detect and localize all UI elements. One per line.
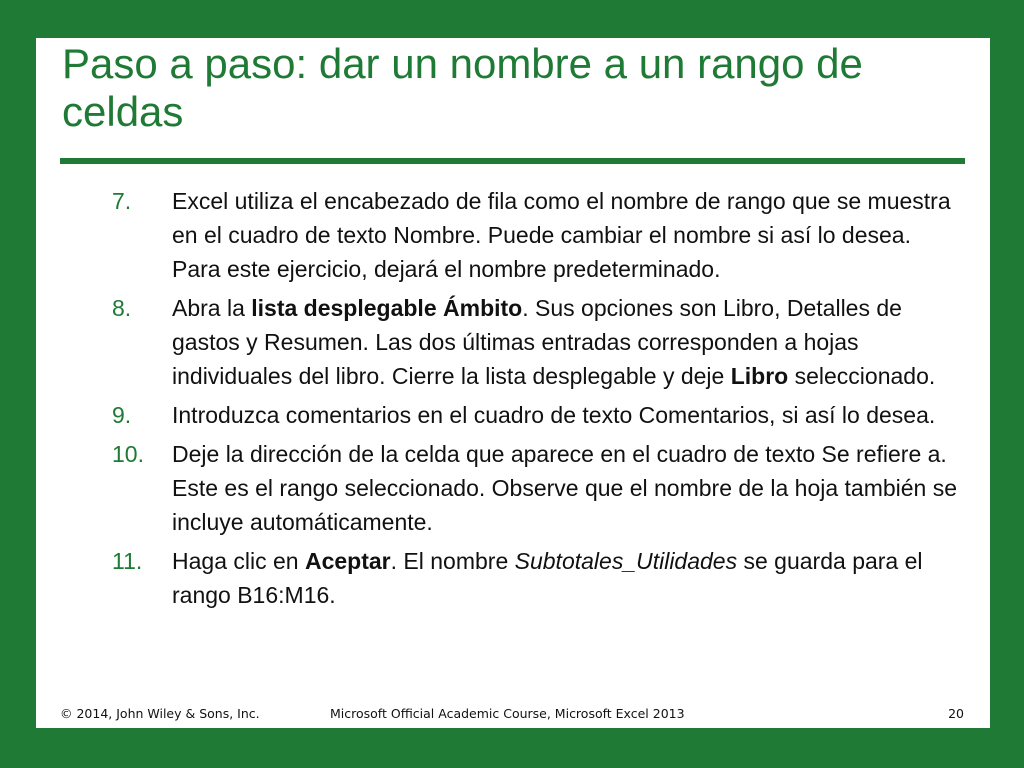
step-item bbox=[112, 291, 962, 393]
title-divider bbox=[60, 158, 965, 164]
step-text-run: Abra la bbox=[172, 295, 252, 321]
step-text bbox=[172, 548, 923, 608]
step-number: 9. bbox=[112, 402, 132, 428]
footer-course: Microsoft Official Academic Course, Microsoft Excel 2013 bbox=[330, 706, 685, 721]
step-text-run: seleccionado. bbox=[788, 363, 936, 389]
footer-copyright: © 2014, John Wiley & Sons, Inc. bbox=[60, 706, 260, 721]
step-text bbox=[172, 402, 935, 428]
step-text bbox=[172, 188, 951, 282]
step-number: 10. bbox=[112, 441, 144, 467]
step-text-run: . El nombre bbox=[390, 548, 515, 574]
slide-footer bbox=[36, 704, 990, 726]
step-text-run: Haga clic en bbox=[172, 548, 305, 574]
step-text-run: Deje la dirección de la celda que aparece en el cuadro de texto Se refiere a. Este es el rango seleccionado. Observe que el nombre de la hoja también se incluye automáticamente. bbox=[172, 441, 958, 535]
step-text-run: Excel utiliza el encabezado de fila como el nombre de rango que se muestra en el cuadro de texto Nombre. Puede cambiar el nombre si así lo desea. Para este ejercicio, dejará el nombre predeterminado. bbox=[172, 188, 951, 282]
step-text-bold: lista desplegable Ámbito bbox=[251, 295, 523, 321]
slide-title: Paso a paso: dar un nombre a un rango de celdas bbox=[62, 40, 863, 135]
step-text-bold: Libro bbox=[730, 363, 789, 389]
slide bbox=[36, 38, 990, 728]
step-item bbox=[112, 398, 962, 432]
footer-page-number: 20 bbox=[948, 706, 964, 721]
step-text bbox=[172, 295, 935, 389]
step-number: 11. bbox=[112, 548, 143, 574]
step-number: 8. bbox=[112, 295, 132, 321]
step-number: 7. bbox=[112, 188, 132, 214]
step-text-run: . Sus opciones son Libro, Detalles de gastos y Resumen. Las dos últimas entradas corresponden a hojas individuales del libro. Cierre la lista desplegable y deje bbox=[172, 295, 902, 389]
step-item bbox=[112, 184, 962, 286]
step-text bbox=[172, 441, 957, 535]
step-text-run: Introduzca comentarios en el cuadro de texto Comentarios, si así lo desea. bbox=[172, 402, 936, 428]
step-item bbox=[112, 437, 962, 539]
step-item bbox=[112, 544, 962, 612]
step-text-bold: Aceptar bbox=[304, 548, 391, 574]
steps-list bbox=[112, 184, 962, 617]
step-text-run: se guarda para el rango B16:M16. bbox=[172, 548, 923, 608]
step-text-italic: Subtotales_Utilidades bbox=[514, 548, 738, 574]
